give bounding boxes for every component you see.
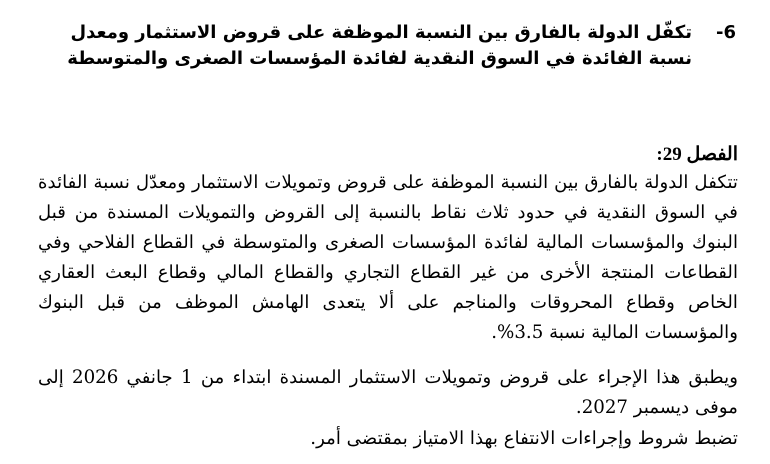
article-heading: الفصل 29:	[656, 144, 738, 165]
article-paragraph-3: تضبط شروط وإجراءات الانتفاع بهذا الامتياز بمقتضى أمر.	[310, 428, 738, 449]
section-title: تكفّل الدولة بالفارق بين النسبة الموظفة على قروض الاستثمار ومعدل نسبة الفائدة في السوق النقدية لفائدة المؤسسات الصغرى والمتوسطة	[67, 22, 692, 69]
article-paragraph-1: تتكفل الدولة بالفارق بين النسبة الموظفة على قروض وتمويلات الاستثمار ومعدّل نسبة الفائدة في السوق النقدية في حدود ثلاث نقاط بالنسبة إلى القروض والتمويلات المسندة من قبل البنوك والمؤسسات المالية لفائدة المؤسسات الصغرى والمتوسطة في القطاع الفلاحي وفي القطاعات المنتجة الأخرى من غير القطاع التجاري والقطاع المالي وقطاع البعث العقاري الخاص وقطاع المحروقات والمناجم على ألا يتعدى الهامش الموظف من قبل البنوك والمؤسسات المالية نسبة 3.5%.	[38, 172, 738, 343]
section-number: 6-	[715, 22, 736, 43]
article-paragraph-2: ويطبق هذا الإجراء على قروض وتمويلات الاستثمار المسندة ابتداء من 1 جانفي 2026 إلى موفى ديسمبر 2027.	[38, 367, 738, 418]
